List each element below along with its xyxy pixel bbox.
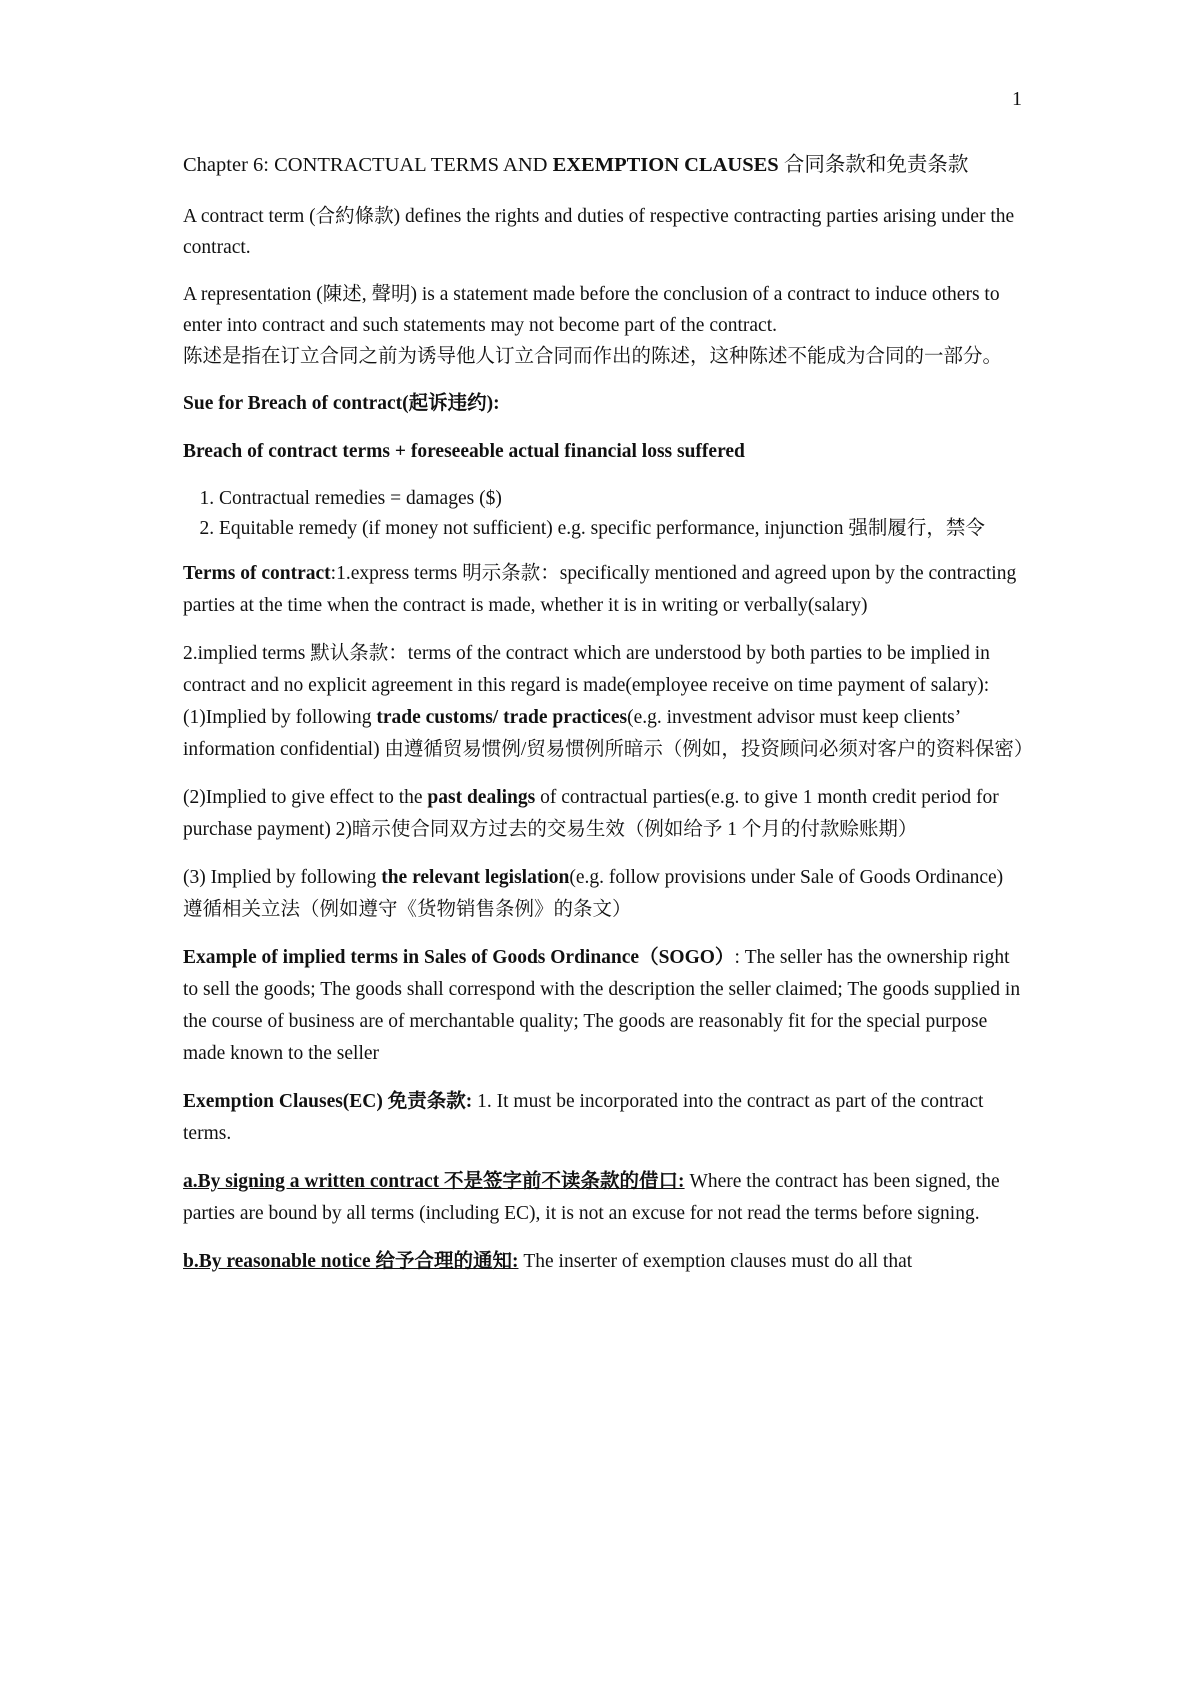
sogo-heading: Example of implied terms in Sales of Goods Ordinance（SOGO） bbox=[183, 947, 735, 968]
chapter-title-part2: 合同条款和免责条款 bbox=[778, 154, 969, 176]
implied-terms-bold: trade customs/ trade practices bbox=[376, 707, 628, 728]
past-dealings-paragraph bbox=[183, 782, 1025, 846]
notice-heading: b.By reasonable notice 给予合理的通知: bbox=[183, 1251, 519, 1272]
exemption-heading: Exemption Clauses(EC) 免责条款: bbox=[183, 1091, 473, 1112]
exemption-paragraph bbox=[183, 1086, 1025, 1150]
chapter-title-bold: EXEMPTION CLAUSES bbox=[552, 154, 779, 176]
notice-paragraph bbox=[183, 1246, 1025, 1278]
legislation-paragraph bbox=[183, 862, 1025, 926]
exemption-text: 1. It must be incorporated into the contract as part of the contract terms. bbox=[183, 1091, 984, 1144]
representation-paragraph bbox=[183, 279, 1025, 372]
legislation-text-a: (3) Implied by following bbox=[183, 867, 382, 888]
page-number: 1 bbox=[1012, 88, 1022, 110]
breach-heading: Breach of contract terms + foreseeable actual financial loss suffered bbox=[183, 441, 745, 462]
remedies-list bbox=[183, 484, 1025, 544]
implied-terms-text-a: 2.implied terms 默认条款：terms of the contract which are understood by both parties to be implied in contract and no explicit agreement in this regard is made(employee receive on time payment of salary): (1)Implied by following bbox=[183, 643, 990, 728]
list-item: 2. Equitable remedy (if money not sufficient) e.g. specific performance, injunction 强制履行，禁令 bbox=[219, 514, 1025, 544]
document-body bbox=[183, 148, 1034, 1294]
signing-paragraph bbox=[183, 1166, 1025, 1230]
past-dealings-text-a: (2)Implied to give effect to the bbox=[183, 787, 428, 808]
implied-terms-text-b: (e.g. investment advisor must keep clients’ information confidential) 由遵循贸易惯例/贸易惯例所暗示（例如，投资顾问必须对客户的资料保密） bbox=[183, 707, 1034, 760]
sogo-text: : The seller has the ownership right to sell the goods; The goods shall correspond with the description the seller claimed; The goods supplied in the course of business are of merchantable quality; The goods are reasonably fit for the special purpose made known to the seller bbox=[183, 947, 1021, 1064]
sogo-paragraph bbox=[183, 942, 1025, 1070]
notice-text: The inserter of exemption clauses must do all that bbox=[518, 1251, 913, 1272]
legislation-text-b: (e.g. follow provisions under Sale of Goods Ordinance) 遵循相关立法（例如遵守《货物销售条例》的条文） bbox=[183, 867, 1004, 920]
representation-zh: 陈述是指在订立合同之前为诱导他人订立合同而作出的陈述，这种陈述不能成为合同的一部分。 bbox=[183, 346, 1003, 367]
express-terms-paragraph bbox=[183, 558, 1025, 622]
legislation-bold: the relevant legislation bbox=[381, 867, 570, 888]
express-terms-text: :1.express terms 明示条款：specifically mentioned and agreed upon by the contracting parties at the time when the contract is made, whether it is in writing or verbally(salary) bbox=[183, 563, 1017, 616]
chapter-title bbox=[183, 148, 1025, 183]
past-dealings-bold: past dealings bbox=[427, 787, 536, 808]
implied-terms-paragraph bbox=[183, 638, 1034, 766]
chapter-title-part1: Chapter 6: CONTRACTUAL TERMS AND bbox=[183, 154, 553, 176]
representation-en: A representation (陳述, 聲明) is a statement made before the conclusion of a contract to induce others to enter into contract and such statements may not become part of the contract. bbox=[183, 284, 1000, 336]
past-dealings-text-b: of contractual parties(e.g. to give 1 month credit period for purchase payment) 2)暗示使合同双方过去的交易生效（例如给予 1 个月的付款赊账期） bbox=[183, 787, 999, 840]
signing-text: Where the contract has been signed, the parties are bound by all terms (including EC), it is not an excuse for not read the terms before signing. bbox=[183, 1171, 1000, 1224]
sue-heading: Sue for Breach of contract(起诉违约): bbox=[183, 393, 500, 414]
terms-label: Terms of contract bbox=[183, 563, 331, 584]
list-item: 1. Contractual remedies = damages ($) bbox=[219, 484, 1025, 514]
contract-term-paragraph: A contract term (合約條款) defines the rights and duties of respective contracting parties arising under the contract. bbox=[183, 206, 1015, 258]
signing-heading: a.By signing a written contract 不是签字前不读条款的借口: bbox=[183, 1171, 685, 1192]
